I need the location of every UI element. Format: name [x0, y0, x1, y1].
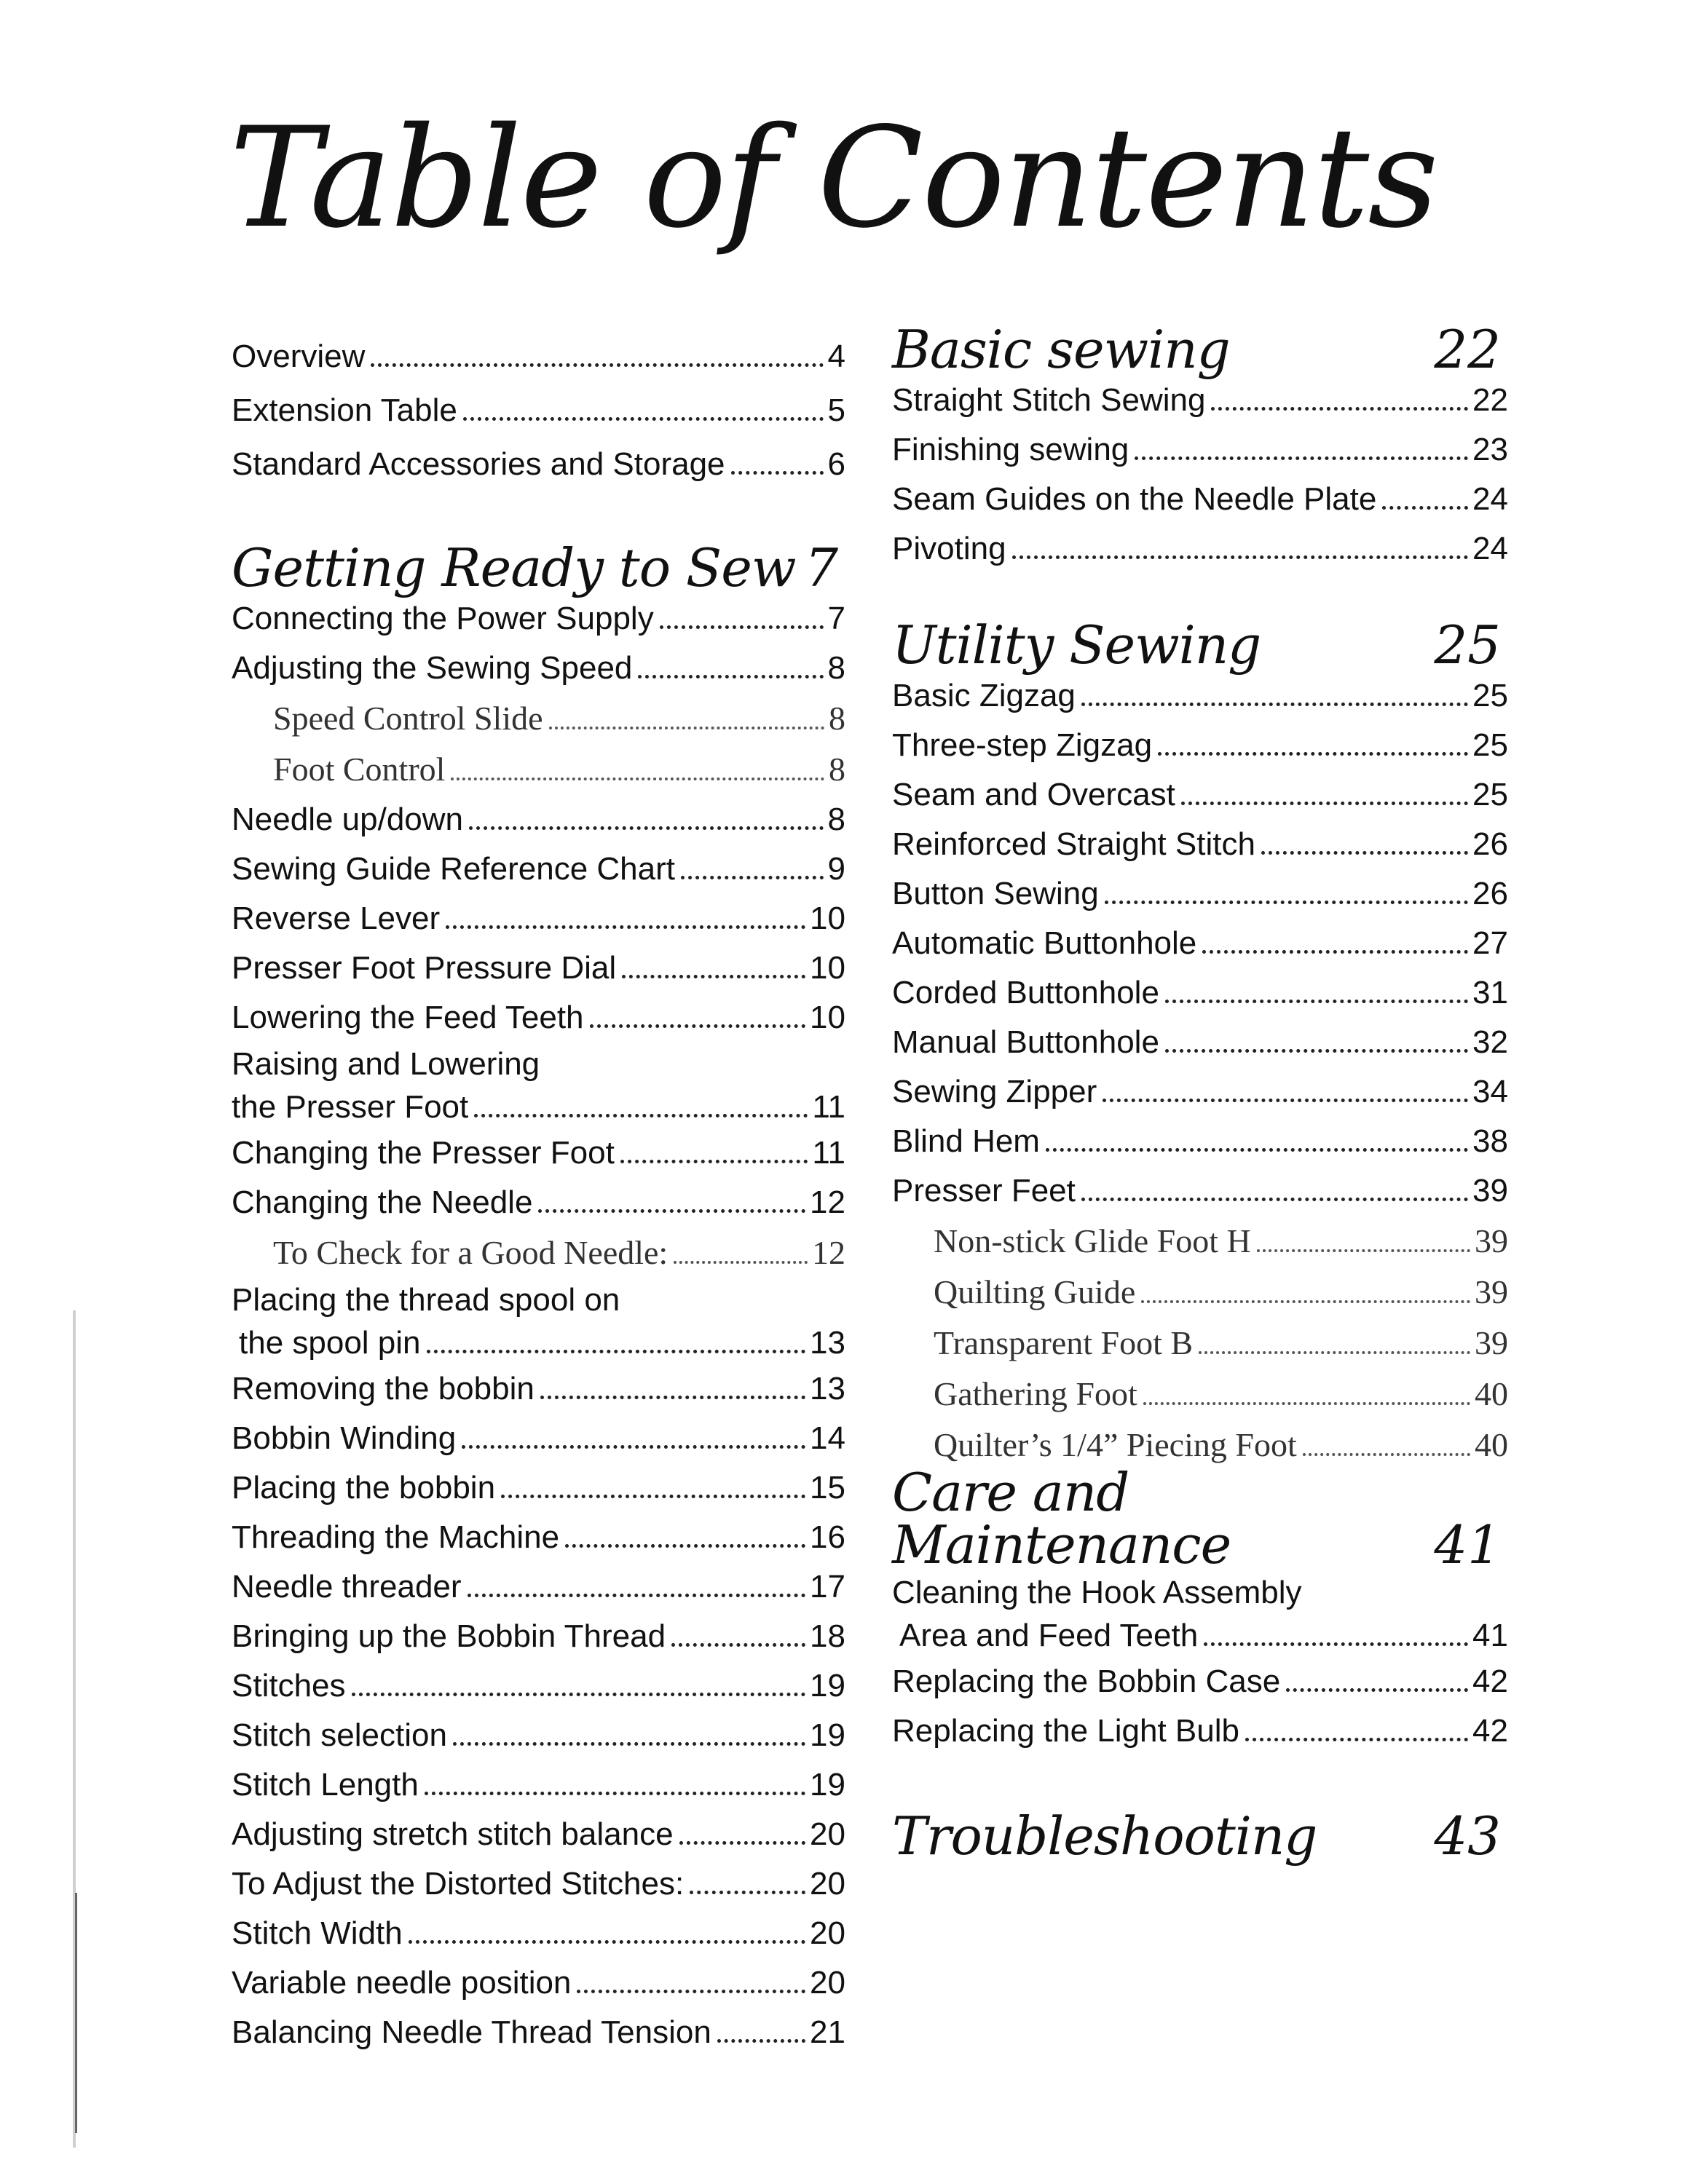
toc-entry[interactable]: Changing the Presser Foot 11 — [232, 1135, 845, 1171]
leader-dots — [501, 1495, 805, 1498]
toc-entry[interactable]: Reinforced Straight Stitch 26 — [892, 826, 1508, 862]
toc-entry[interactable]: Button Sewing 26 — [892, 876, 1508, 911]
page-title: Table of Contents — [229, 98, 1437, 258]
leader-dots — [1303, 1453, 1470, 1456]
leader-dots — [538, 1209, 805, 1213]
toc-entry[interactable]: Blind Hem 38 — [892, 1123, 1508, 1159]
toc-left-column — [232, 333, 845, 2057]
leader-dots — [638, 675, 823, 678]
leader-dots — [622, 975, 805, 978]
leader-dots — [681, 876, 824, 879]
toc-entry[interactable]: Replacing the Light Bulb 42 — [892, 1713, 1508, 1749]
leader-dots — [590, 1024, 806, 1028]
toc-entry[interactable]: Manual Buttonhole 32 — [892, 1024, 1508, 1060]
leader-dots — [1165, 1000, 1468, 1003]
toc-subentry[interactable]: Speed Control Slide 8 — [273, 700, 845, 737]
leader-dots — [1204, 1642, 1468, 1646]
toc-entry[interactable]: Sewing Zipper 34 — [892, 1074, 1508, 1109]
toc-entry[interactable]: Reverse Lever 10 — [232, 901, 845, 936]
leader-dots — [671, 1643, 805, 1647]
toc-entry[interactable]: Needle threader 17 — [232, 1569, 845, 1605]
section-heading-troubleshooting[interactable]: Troubleshooting 43 — [892, 1805, 1501, 1867]
leader-dots — [1382, 506, 1468, 510]
toc-entry[interactable]: Needle up/down 8 — [232, 802, 845, 837]
toc-entry[interactable]: Bringing up the Bobbin Thread 18 — [232, 1618, 845, 1654]
toc-subentry[interactable]: Foot Control 8 — [273, 751, 845, 788]
toc-entry[interactable]: Standard Accessories and Storage 6 — [232, 446, 845, 482]
leader-dots — [451, 778, 824, 780]
leader-dots — [469, 826, 824, 830]
leader-dots — [717, 2039, 805, 2043]
leader-dots — [352, 1693, 806, 1696]
leader-dots — [1105, 901, 1468, 904]
section-heading-care-maintenance[interactable]: Care and Maintenance 41 — [892, 1462, 1501, 1575]
leader-dots — [409, 1940, 805, 1944]
toc-entry-multiline[interactable]: Cleaning the Hook Assembly Area and Feed Teeth 41 — [892, 1575, 1508, 1653]
toc-entry-multiline[interactable]: Placing the thread spool on the spool pin 13 — [232, 1282, 845, 1361]
toc-entry[interactable]: Seam and Overcast 25 — [892, 777, 1508, 812]
leader-dots — [1012, 555, 1469, 559]
toc-entry[interactable]: Corded Buttonhole 31 — [892, 975, 1508, 1010]
toc-subentry[interactable]: To Check for a Good Needle: 12 — [273, 1234, 845, 1271]
toc-entry[interactable]: Stitches 19 — [232, 1668, 845, 1704]
leader-dots — [660, 625, 824, 629]
leader-dots — [620, 1160, 808, 1163]
leader-dots — [565, 1544, 805, 1548]
leader-dots — [1143, 1402, 1470, 1405]
leader-dots — [1245, 1738, 1468, 1741]
toc-entry[interactable]: Connecting the Power Supply 7 — [232, 601, 845, 636]
leader-dots — [1286, 1688, 1468, 1692]
leader-dots — [1081, 1198, 1468, 1201]
leader-dots — [690, 1891, 805, 1894]
toc-entry[interactable]: Basic Zigzag 25 — [892, 678, 1508, 713]
toc-entry[interactable]: Threading the Machine 16 — [232, 1519, 845, 1555]
toc-entry[interactable]: Presser Feet 39 — [892, 1173, 1508, 1208]
toc-entry[interactable]: Overview 4 — [232, 339, 845, 374]
toc-entry[interactable]: To Adjust the Distorted Stitches: 20 — [232, 1866, 845, 1902]
toc-subentry[interactable]: Non-stick Glide Foot H 39 — [934, 1222, 1508, 1259]
leader-dots — [474, 1114, 808, 1117]
toc-list-basic-sewing — [892, 376, 1508, 574]
leader-dots — [425, 1792, 805, 1795]
leader-dots — [549, 727, 824, 729]
leader-dots — [1211, 407, 1468, 411]
leader-dots — [540, 1396, 805, 1399]
toc-list-getting-ready — [232, 594, 845, 2057]
toc-entry[interactable]: Straight Stitch Sewing 22 — [892, 382, 1508, 418]
toc-entry[interactable]: Replacing the Bobbin Case 42 — [892, 1663, 1508, 1699]
toc-subentry[interactable]: Quilter’s 1/4” Piecing Foot 40 — [934, 1426, 1508, 1463]
section-heading-getting-ready[interactable]: Getting Ready to Sew 7 — [232, 537, 838, 598]
toc-entry[interactable]: Extension Table 5 — [232, 392, 845, 428]
toc-right-column — [892, 319, 1508, 1867]
leader-dots — [1165, 1049, 1468, 1053]
toc-entry[interactable]: Three-step Zigzag 25 — [892, 727, 1508, 763]
toc-entry[interactable]: Stitch Width 20 — [232, 1915, 845, 1951]
leader-dots — [1103, 1099, 1468, 1102]
toc-entry[interactable]: Changing the Needle 12 — [232, 1184, 845, 1220]
toc-entry[interactable]: Adjusting the Sewing Speed 8 — [232, 650, 845, 686]
toc-list-utility-sewing — [892, 671, 1508, 1471]
scan-edge-line — [75, 1893, 77, 2133]
leader-dots — [371, 363, 823, 367]
leader-dots — [462, 1445, 805, 1449]
leader-dots — [463, 417, 824, 421]
section-heading-utility-sewing[interactable]: Utility Sewing 25 — [892, 614, 1501, 676]
leader-dots — [446, 925, 805, 929]
leader-dots — [674, 1261, 808, 1264]
toc-entry[interactable]: Automatic Buttonhole 27 — [892, 925, 1508, 961]
toc-subentry[interactable]: Gathering Foot 40 — [934, 1375, 1508, 1412]
toc-entry[interactable]: Presser Foot Pressure Dial 10 — [232, 950, 845, 986]
toc-entry[interactable]: Sewing Guide Reference Chart 9 — [232, 851, 845, 887]
toc-entry[interactable]: Stitch selection 19 — [232, 1717, 845, 1753]
toc-entry[interactable]: Bobbin Winding 14 — [232, 1420, 845, 1456]
toc-entry[interactable]: Seam Guides on the Needle Plate 24 — [892, 481, 1508, 517]
leader-dots — [468, 1594, 806, 1597]
toc-entry-multiline[interactable]: Raising and Lowering the Presser Foot 11 — [232, 1046, 845, 1125]
leader-dots — [1261, 851, 1468, 855]
leader-dots — [1081, 703, 1468, 706]
leader-dots — [1141, 1300, 1470, 1303]
toc-entry[interactable]: Stitch Length 19 — [232, 1767, 845, 1803]
toc-entry[interactable]: Removing the bobbin 13 — [232, 1371, 845, 1406]
leader-dots — [1181, 802, 1468, 805]
toc-entry[interactable]: Balancing Needle Thread Tension 21 — [232, 2014, 845, 2050]
toc-list-care — [892, 1571, 1508, 1756]
toc-subentry[interactable]: Transparent Foot B 39 — [934, 1324, 1508, 1361]
leader-dots — [1135, 456, 1468, 460]
section-heading-basic-sewing[interactable]: Basic sewing 22 — [892, 319, 1501, 380]
toc-entry[interactable]: Variable needle position 20 — [232, 1965, 845, 2001]
toc-subentry[interactable]: Quilting Guide 39 — [934, 1273, 1508, 1310]
toc-entry[interactable]: Finishing sewing 23 — [892, 432, 1508, 467]
leader-dots — [427, 1350, 806, 1353]
toc-entry[interactable]: Adjusting stretch stitch balance 20 — [232, 1816, 845, 1852]
leader-dots — [1199, 1351, 1470, 1354]
leader-dots — [453, 1742, 805, 1746]
leader-dots — [731, 471, 824, 475]
leader-dots — [1257, 1249, 1470, 1252]
leader-dots — [577, 1990, 805, 1993]
toc-entry[interactable]: Placing the bobbin 15 — [232, 1470, 845, 1506]
leader-dots — [1202, 950, 1468, 954]
toc-entry[interactable]: Lowering the Feed Teeth 10 — [232, 1000, 845, 1035]
leader-dots — [679, 1841, 806, 1845]
leader-dots — [1046, 1148, 1468, 1152]
toc-entry[interactable]: Pivoting 24 — [892, 531, 1508, 566]
leader-dots — [1158, 752, 1468, 756]
